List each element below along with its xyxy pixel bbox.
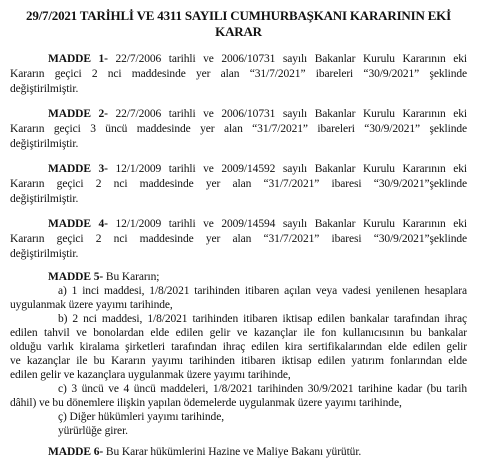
article-5-a-line-1: a) 1 inci maddesi, 1/8/2021 tarihinden itibaren açılan veya vadesi yenilenen hesaplara (58, 285, 467, 297)
article-6-label: MADDE 6- (48, 446, 104, 458)
article-5-a-line-2: uygulanmak üzere yayımı tarihinde, (10, 299, 173, 311)
article-5-b-line-1: b) 2 nci maddesi, 1/8/2021 tarihinden itibaren iktisap edilen bankalar tarafından ihraç (58, 313, 467, 325)
article-2-line-1 (10, 107, 467, 121)
article-3-line-3: değiştirilmiştir. (10, 193, 79, 205)
article-5-label: MADDE 5- (48, 271, 104, 283)
article-3-line-1 (10, 162, 467, 176)
article-6-text: Bu Karar hükümlerini Hazine ve Maliye Bakanı yürütür. (105, 446, 362, 458)
article-5-c-line-1: c) 3 üncü ve 4 üncü maddeleri, 1/8/2021 tarihinden 30/9/2021 tarihine kadar (bu tarih (58, 383, 467, 395)
article-5-c-line-2: dâhil) ve bu dönemlere ilişkin yapılan ödemelerde uygulanmak üzere yayımı tarihinde, (10, 397, 402, 409)
article-3-label: MADDE 3- (48, 163, 108, 175)
article-5-b-line-2: edilen tahvil ve bonolardan elde edilen gelir ve kazançlar ile fon kullanıcısının bu bankalar (10, 327, 467, 339)
document-title (20, 8, 457, 40)
article-2-line-3: değiştirilmiştir. (10, 138, 79, 150)
article-6-line-1 (10, 445, 467, 459)
article-4-line-3: değiştirilmiştir. (10, 248, 79, 260)
title-line-1: 29/7/2021 TARİHLİ VE 4311 SAYILI CUMHURBAŞKANI KARARININ EKİ (26, 8, 451, 23)
article-5-b-line-3: olduğu varlık kiralama şirketleri tarafından ihraç edilen kira sertifikalarından elde edilen gelir (10, 341, 467, 353)
article-5-line-1 (10, 270, 467, 284)
article-5-b-line-4: ve kazançlar ile bu Kararın yayımı tarihinden itibaren iktisap edilen yatırım fonlarından elde (10, 355, 467, 367)
article-2-label: MADDE 2- (48, 108, 108, 120)
article-2-line-2: Kararın geçici 3 üncü maddesinde yer alan “31/7/2021” ibareleri “30/9/2021” şeklinde (10, 123, 467, 135)
article-1-line-1 (10, 52, 467, 66)
article-3-line-2: Kararın geçici 2 nci maddesinde yer alan “31/7/2021” ibaresi “30/9/2021”şeklinde (10, 178, 467, 190)
article-4-text-1: 12/1/2009 tarihli ve 2009/14594 sayılı Bakanlar Kurulu Kararının eki (115, 218, 467, 230)
article-5-b-line-5: edilen gelir ve kazançlara uygulanmak üzere yayımı tarihinde, (10, 369, 291, 381)
article-1-line-3: değiştirilmiştir. (10, 83, 79, 95)
article-3-text-1: 12/1/2009 tarihli ve 2009/14592 sayılı Bakanlar Kurulu Kararının eki (115, 163, 467, 175)
article-5-closing: yürürlüğe girer. (58, 425, 128, 437)
article-4-line-1 (10, 217, 467, 231)
title-line-2: KARAR (215, 24, 262, 39)
article-1-label: MADDE 1- (48, 53, 108, 65)
article-1-text-1: 22/7/2006 tarihli ve 2006/10731 sayılı Bakanlar Kurulu Kararının eki (115, 53, 467, 65)
article-4-line-2: Kararın geçici 2 nci maddesinde yer alan “31/7/2021” ibaresi “30/9/2021”şeklinde (10, 233, 467, 245)
article-4-label: MADDE 4- (48, 218, 108, 230)
article-2-text-1: 22/7/2006 tarihli ve 2006/10731 sayılı Bakanlar Kurulu Kararının eki (115, 108, 467, 120)
article-5-d-line-1: ç) Diğer hükümleri yayımı tarihinde, (58, 411, 224, 423)
article-1-line-2: Kararın geçici 2 nci maddesinde yer alan “31/7/2021” ibareleri “30/9/2021” şeklinde (10, 68, 467, 80)
article-5-intro: Bu Kararın; (105, 271, 160, 283)
